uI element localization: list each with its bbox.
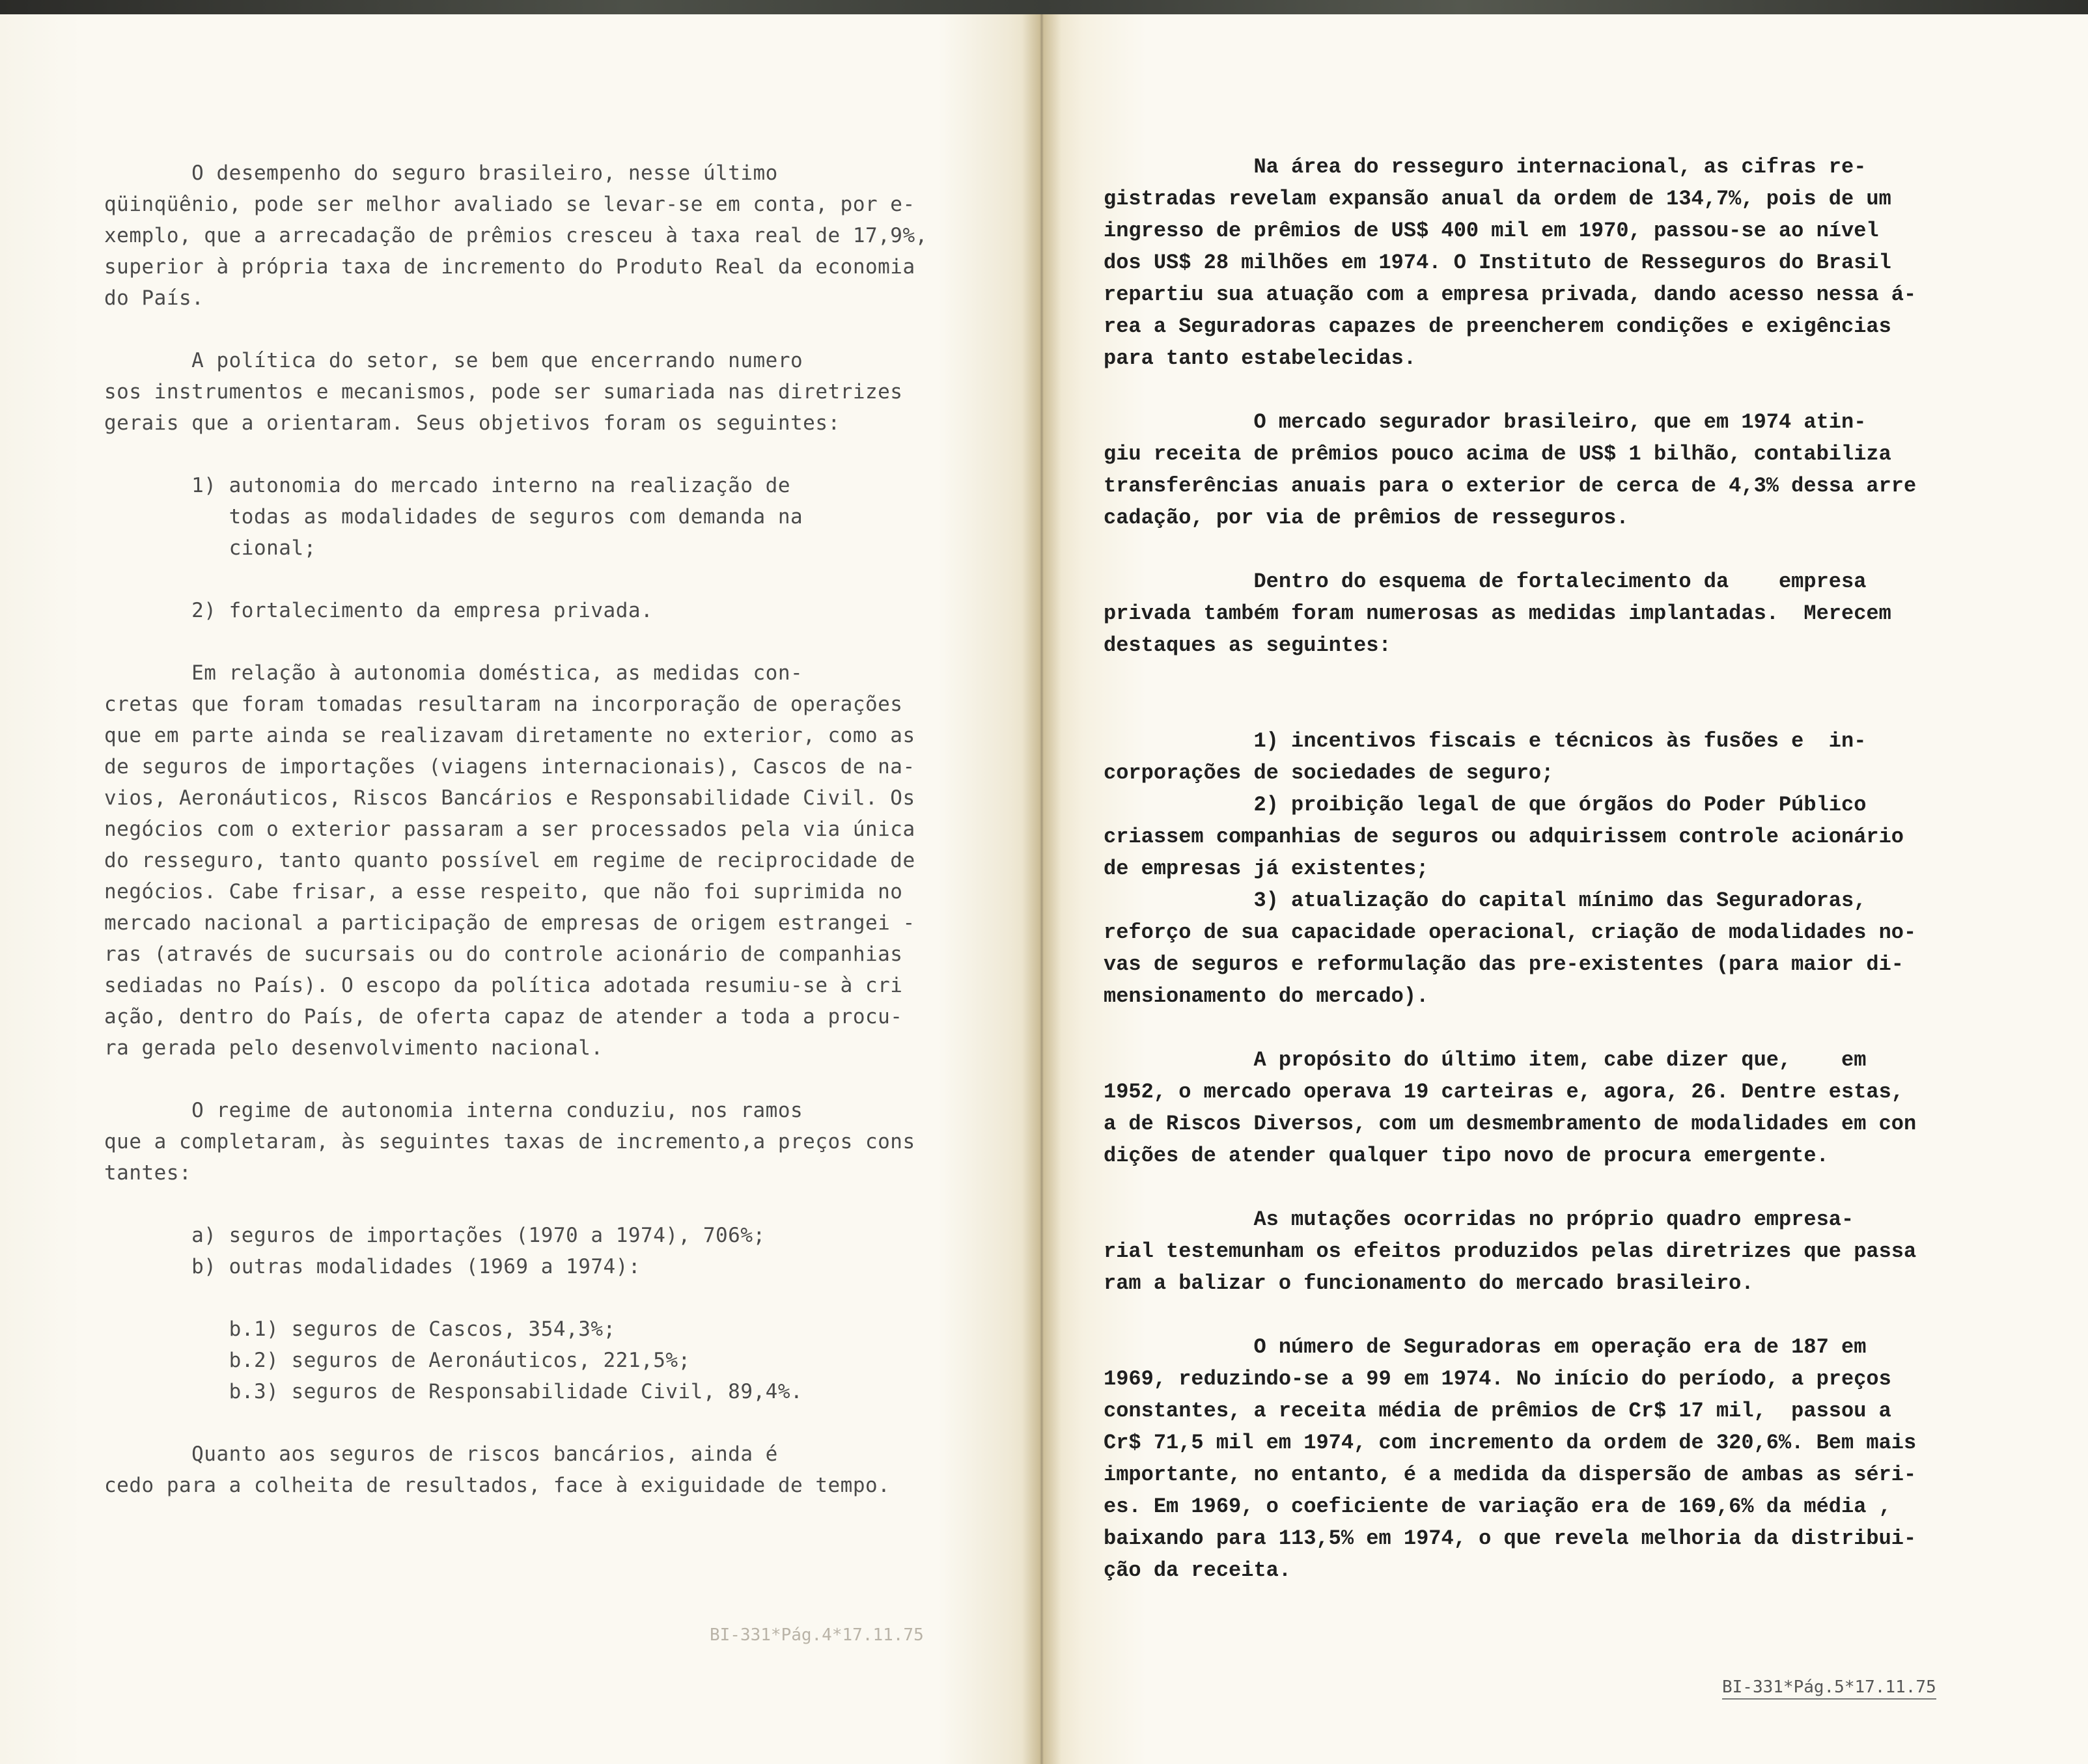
text-line: superior à própria taxa de incremento do Produto Real da economia	[104, 255, 915, 279]
text-line: importante, no entanto, é a medida da dispersão de ambas as séri-	[1104, 1463, 1917, 1487]
text-line: do País.	[104, 286, 204, 310]
text-line: todas as modalidades de seguros com demanda na	[104, 505, 803, 529]
text-line: ra gerada pelo desenvolvimento nacional.	[104, 1036, 604, 1060]
text-line: dos US$ 28 milhões em 1974. O Instituto de Resseguros do Brasil	[1104, 251, 1891, 275]
right-page	[1042, 14, 2088, 1764]
text-line: giu receita de prêmios pouco acima de US$ 1 bilhão, contabiliza	[1104, 442, 1891, 466]
text-line: transferências anuais para o exterior de cerca de 4,3% dessa arre	[1104, 474, 1917, 498]
text-line: 1) autonomia do mercado interno na realização de	[104, 474, 790, 497]
text-line	[1104, 1012, 1916, 1044]
text-line	[104, 1064, 928, 1095]
text-line: xemplo, que a arrecadação de prêmios cresceu à taxa real de 17,9%,	[104, 224, 928, 247]
right-page-text	[1104, 151, 1916, 1586]
text-line: cedo para a colheita de resultados, face à exiguidade de tempo.	[104, 1474, 891, 1497]
text-line: sos instrumentos e mecanismos, pode ser sumariada nas diretrizes	[104, 380, 903, 404]
text-line: baixando para 113,5% em 1974, o que revela melhoria da distribui-	[1104, 1526, 1917, 1550]
text-line: Cr$ 71,5 mil em 1974, com incremento da ordem de 320,6%. Bem mais	[1104, 1431, 1917, 1455]
text-line: vas de seguros e reformulação das pre-existentes (para maior di-	[1104, 952, 1904, 976]
text-line: 2) proibição legal de que órgãos do Poder Público	[1104, 793, 1867, 817]
text-line: ram a balizar o funcionamento do mercado brasileiro.	[1104, 1271, 1754, 1295]
text-line: tantes:	[104, 1161, 192, 1185]
text-line: rea a Seguradoras capazes de preencherem condições e exigências	[1104, 314, 1891, 338]
text-line: reforço de sua capacidade operacional, criação de modalidades no-	[1104, 920, 1917, 944]
text-line: es. Em 1969, o coeficiente de variação era de 169,6% da média ,	[1104, 1495, 1891, 1519]
text-line: ação, dentro do País, de oferta capaz de atender a toda a procu-	[104, 1005, 903, 1028]
text-line: 1969, reduzindo-se a 99 em 1974. No início do período, a preços	[1104, 1367, 1891, 1391]
left-page-footer: BI-331*Pág.4*17.11.75	[710, 1625, 924, 1645]
text-line: Quanto aos seguros de riscos bancários, ainda é	[104, 1442, 778, 1466]
text-line: sediadas no País). O escopo da política adotada resumiu-se à cri	[104, 974, 903, 997]
text-line: 1952, o mercado operava 19 carteiras e, agora, 26. Dentre estas,	[1104, 1080, 1904, 1104]
text-line: b.1) seguros de Cascos, 354,3%;	[104, 1317, 616, 1341]
book-gutter	[1022, 14, 1061, 1764]
text-line: para tanto estabelecidas.	[1104, 346, 1417, 370]
text-line: ras (através de sucursais ou do controle acionário de companhias	[104, 943, 903, 966]
text-line: criassem companhias de seguros ou adquirissem controle acionário	[1104, 825, 1904, 849]
text-line: As mutações ocorridas no próprio quadro empresa-	[1104, 1207, 1854, 1232]
text-line: negócios com o exterior passaram a ser processados pela via única	[104, 818, 915, 841]
text-line: gistradas revelam expansão anual da ordem de 134,7%, pois de um	[1104, 187, 1891, 211]
text-line: cadação, por via de prêmios de resseguros.	[1104, 506, 1629, 530]
text-line: de empresas já existentes;	[1104, 857, 1429, 881]
text-line: A propósito do último item, cabe dizer que, em	[1104, 1048, 1867, 1072]
text-line: constantes, a receita média de prêmios de Cr$ 17 mil, passou a	[1104, 1399, 1891, 1423]
text-line	[104, 1407, 928, 1439]
right-page-footer: BI-331*Pág.5*17.11.75	[1722, 1677, 1936, 1700]
text-line: cional;	[104, 536, 316, 560]
text-line: ingresso de prêmios de US$ 400 mil em 1970, passou-se ao nível	[1104, 219, 1879, 243]
text-line: destaques as seguintes:	[1104, 633, 1391, 657]
text-line: ção da receita.	[1104, 1558, 1292, 1582]
text-line: que em parte ainda se realizavam diretamente no exterior, como as	[104, 724, 915, 747]
text-line	[1104, 374, 1916, 406]
text-line: dições de atender qualquer tipo novo de procura emergente.	[1104, 1144, 1829, 1168]
text-line: a) seguros de importações (1970 a 1974), 706%;	[104, 1224, 766, 1247]
text-line: a de Riscos Diversos, com um desmembramento de modalidades em con	[1104, 1112, 1917, 1136]
text-line: mensionamento do mercado).	[1104, 984, 1429, 1008]
text-line	[104, 1282, 928, 1314]
text-line: b.3) seguros de Responsabilidade Civil, 89,4%.	[104, 1380, 803, 1403]
text-line	[1104, 693, 1916, 725]
text-line: Em relação à autonomia doméstica, as medidas con-	[104, 661, 803, 685]
text-line: mercado nacional a participação de empresas de origem estrangei -	[104, 911, 915, 935]
text-line: O mercado segurador brasileiro, que em 1974 atin-	[1104, 410, 1867, 434]
text-line	[1104, 534, 1916, 566]
text-line	[104, 314, 928, 345]
text-line: corporações de sociedades de seguro;	[1104, 761, 1554, 785]
text-line	[104, 439, 928, 470]
left-page	[0, 14, 1042, 1764]
left-page-text	[104, 158, 928, 1501]
text-line: O regime de autonomia interna conduziu, nos ramos	[104, 1099, 803, 1122]
text-line: b) outras modalidades (1969 a 1974):	[104, 1255, 641, 1278]
text-line	[104, 626, 928, 657]
text-line: cretas que foram tomadas resultaram na incorporação de operações	[104, 693, 903, 716]
text-line	[104, 564, 928, 595]
text-line	[104, 1189, 928, 1220]
text-line: b.2) seguros de Aeronáuticos, 221,5%;	[104, 1349, 691, 1372]
text-line: negócios. Cabe frisar, a esse respeito, que não foi suprimida no	[104, 880, 903, 903]
text-line	[1104, 1172, 1916, 1204]
text-line: 3) atualização do capital mínimo das Seguradoras,	[1104, 889, 1867, 913]
text-line: privada também foram numerosas as medidas implantadas. Merecem	[1104, 601, 1891, 626]
text-line	[1104, 661, 1916, 693]
text-line: que a completaram, às seguintes taxas de incremento,a preços cons	[104, 1130, 915, 1153]
text-line: rial testemunham os efeitos produzidos pelas diretrizes que passa	[1104, 1239, 1917, 1263]
text-line: 2) fortalecimento da empresa privada.	[104, 599, 654, 622]
text-line: O número de Seguradoras em operação era de 187 em	[1104, 1335, 1867, 1359]
text-line: repartiu sua atuação com a empresa privada, dando acesso nessa á-	[1104, 283, 1917, 307]
text-line: vios, Aeronáuticos, Riscos Bancários e Responsabilidade Civil. Os	[104, 786, 915, 810]
text-line	[1104, 1299, 1916, 1331]
text-line: de seguros de importações (viagens internacionais), Cascos de na-	[104, 755, 915, 779]
text-line: 1) incentivos fiscais e técnicos às fusões e in-	[1104, 729, 1867, 753]
text-line: qüinqüênio, pode ser melhor avaliado se levar-se em conta, por e-	[104, 193, 915, 216]
text-line: do resseguro, tanto quanto possível em regime de reciprocidade de	[104, 849, 915, 872]
text-line: Na área do resseguro internacional, as cifras re-	[1104, 155, 1867, 179]
text-line: Dentro do esquema de fortalecimento da empresa	[1104, 570, 1867, 594]
text-line: A política do setor, se bem que encerrando numero	[104, 349, 803, 372]
text-line: gerais que a orientaram. Seus objetivos foram os seguintes:	[104, 411, 841, 435]
text-line: O desempenho do seguro brasileiro, nesse último	[104, 161, 778, 185]
